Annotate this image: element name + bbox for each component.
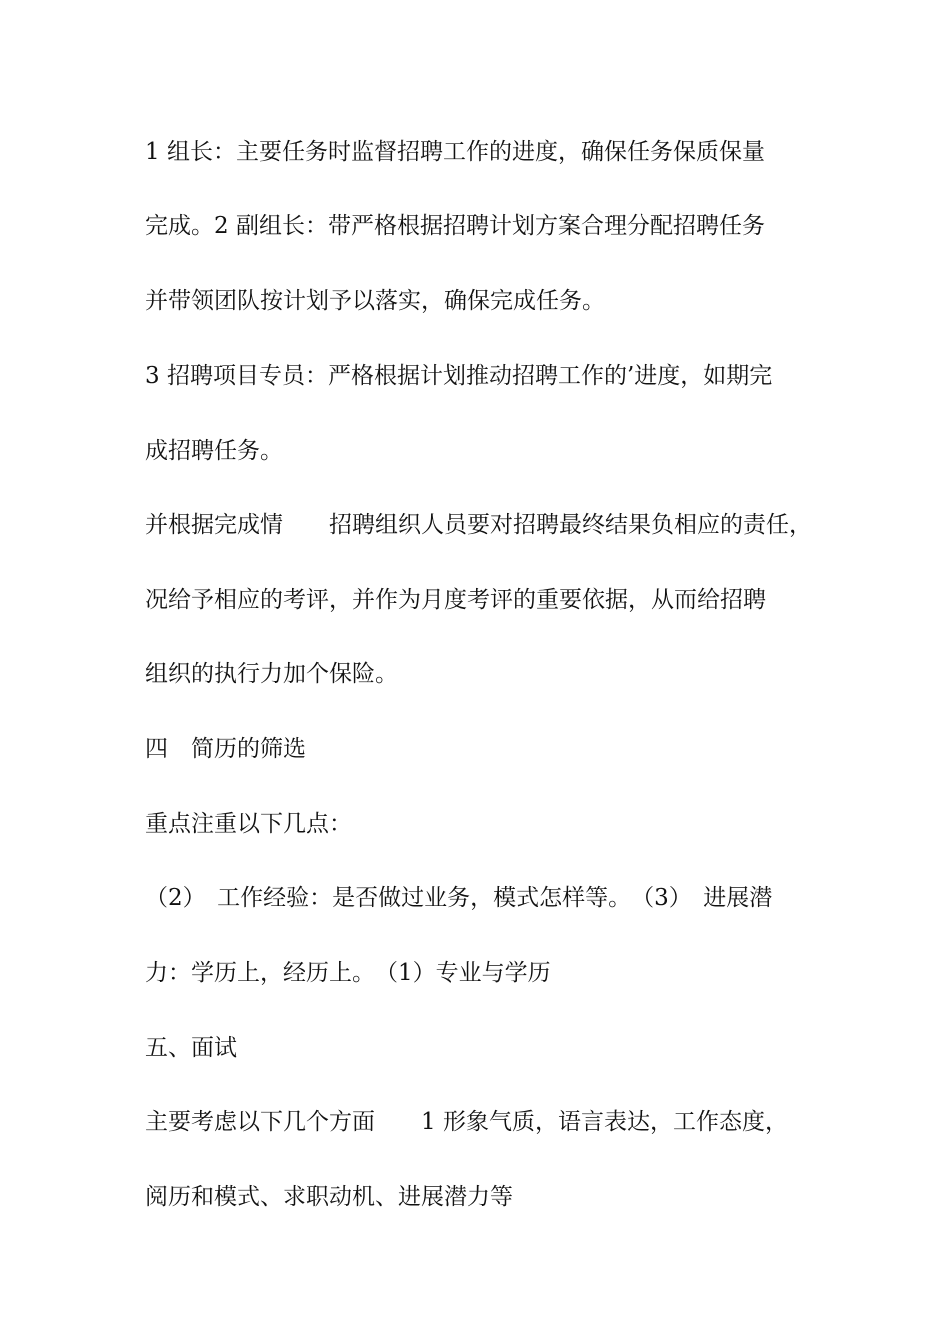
text-line: 阅历和模式、求职动机、进展潜力等 bbox=[145, 1184, 513, 1210]
text-line: 组织的执行力加个保险。 bbox=[145, 661, 398, 687]
text-line: 3 招聘项目专员：严格根据计划推动招聘工作的’进度，如期完 bbox=[145, 363, 773, 389]
text-line: 1 组长：主要任务时监督招聘工作的进度，确保任务保质保量 bbox=[145, 139, 765, 165]
text-line: （2） 工作经验：是否做过业务，模式怎样等。 （3） 进展潜 bbox=[145, 885, 773, 911]
text-line: 重点注重以下几点： bbox=[145, 811, 352, 837]
section-heading: 五、面试 bbox=[145, 1035, 237, 1061]
text-line: 主要考虑以下几个方面 1 形象气质，语言表达，工作态度， bbox=[145, 1109, 788, 1135]
text-line: 并根据完成情 招聘组织人员要对招聘最终结果负相应的责任， bbox=[145, 512, 812, 538]
text-line: 成招聘任务。 bbox=[145, 438, 283, 464]
section-heading: 四 简历的筛选 bbox=[145, 736, 306, 762]
text-line: 力：学历上，经历上。 （1）专业与学历 bbox=[145, 960, 551, 986]
text-line: 完成。2 副组长：带严格根据招聘计划方案合理分配招聘任务 bbox=[145, 213, 765, 239]
text-line: 况给予相应的考评，并作为月度考评的重要依据，从而给招聘 bbox=[145, 587, 766, 613]
text-line: 并带领团队按计划予以落实，确保完成任务。 bbox=[145, 288, 605, 314]
